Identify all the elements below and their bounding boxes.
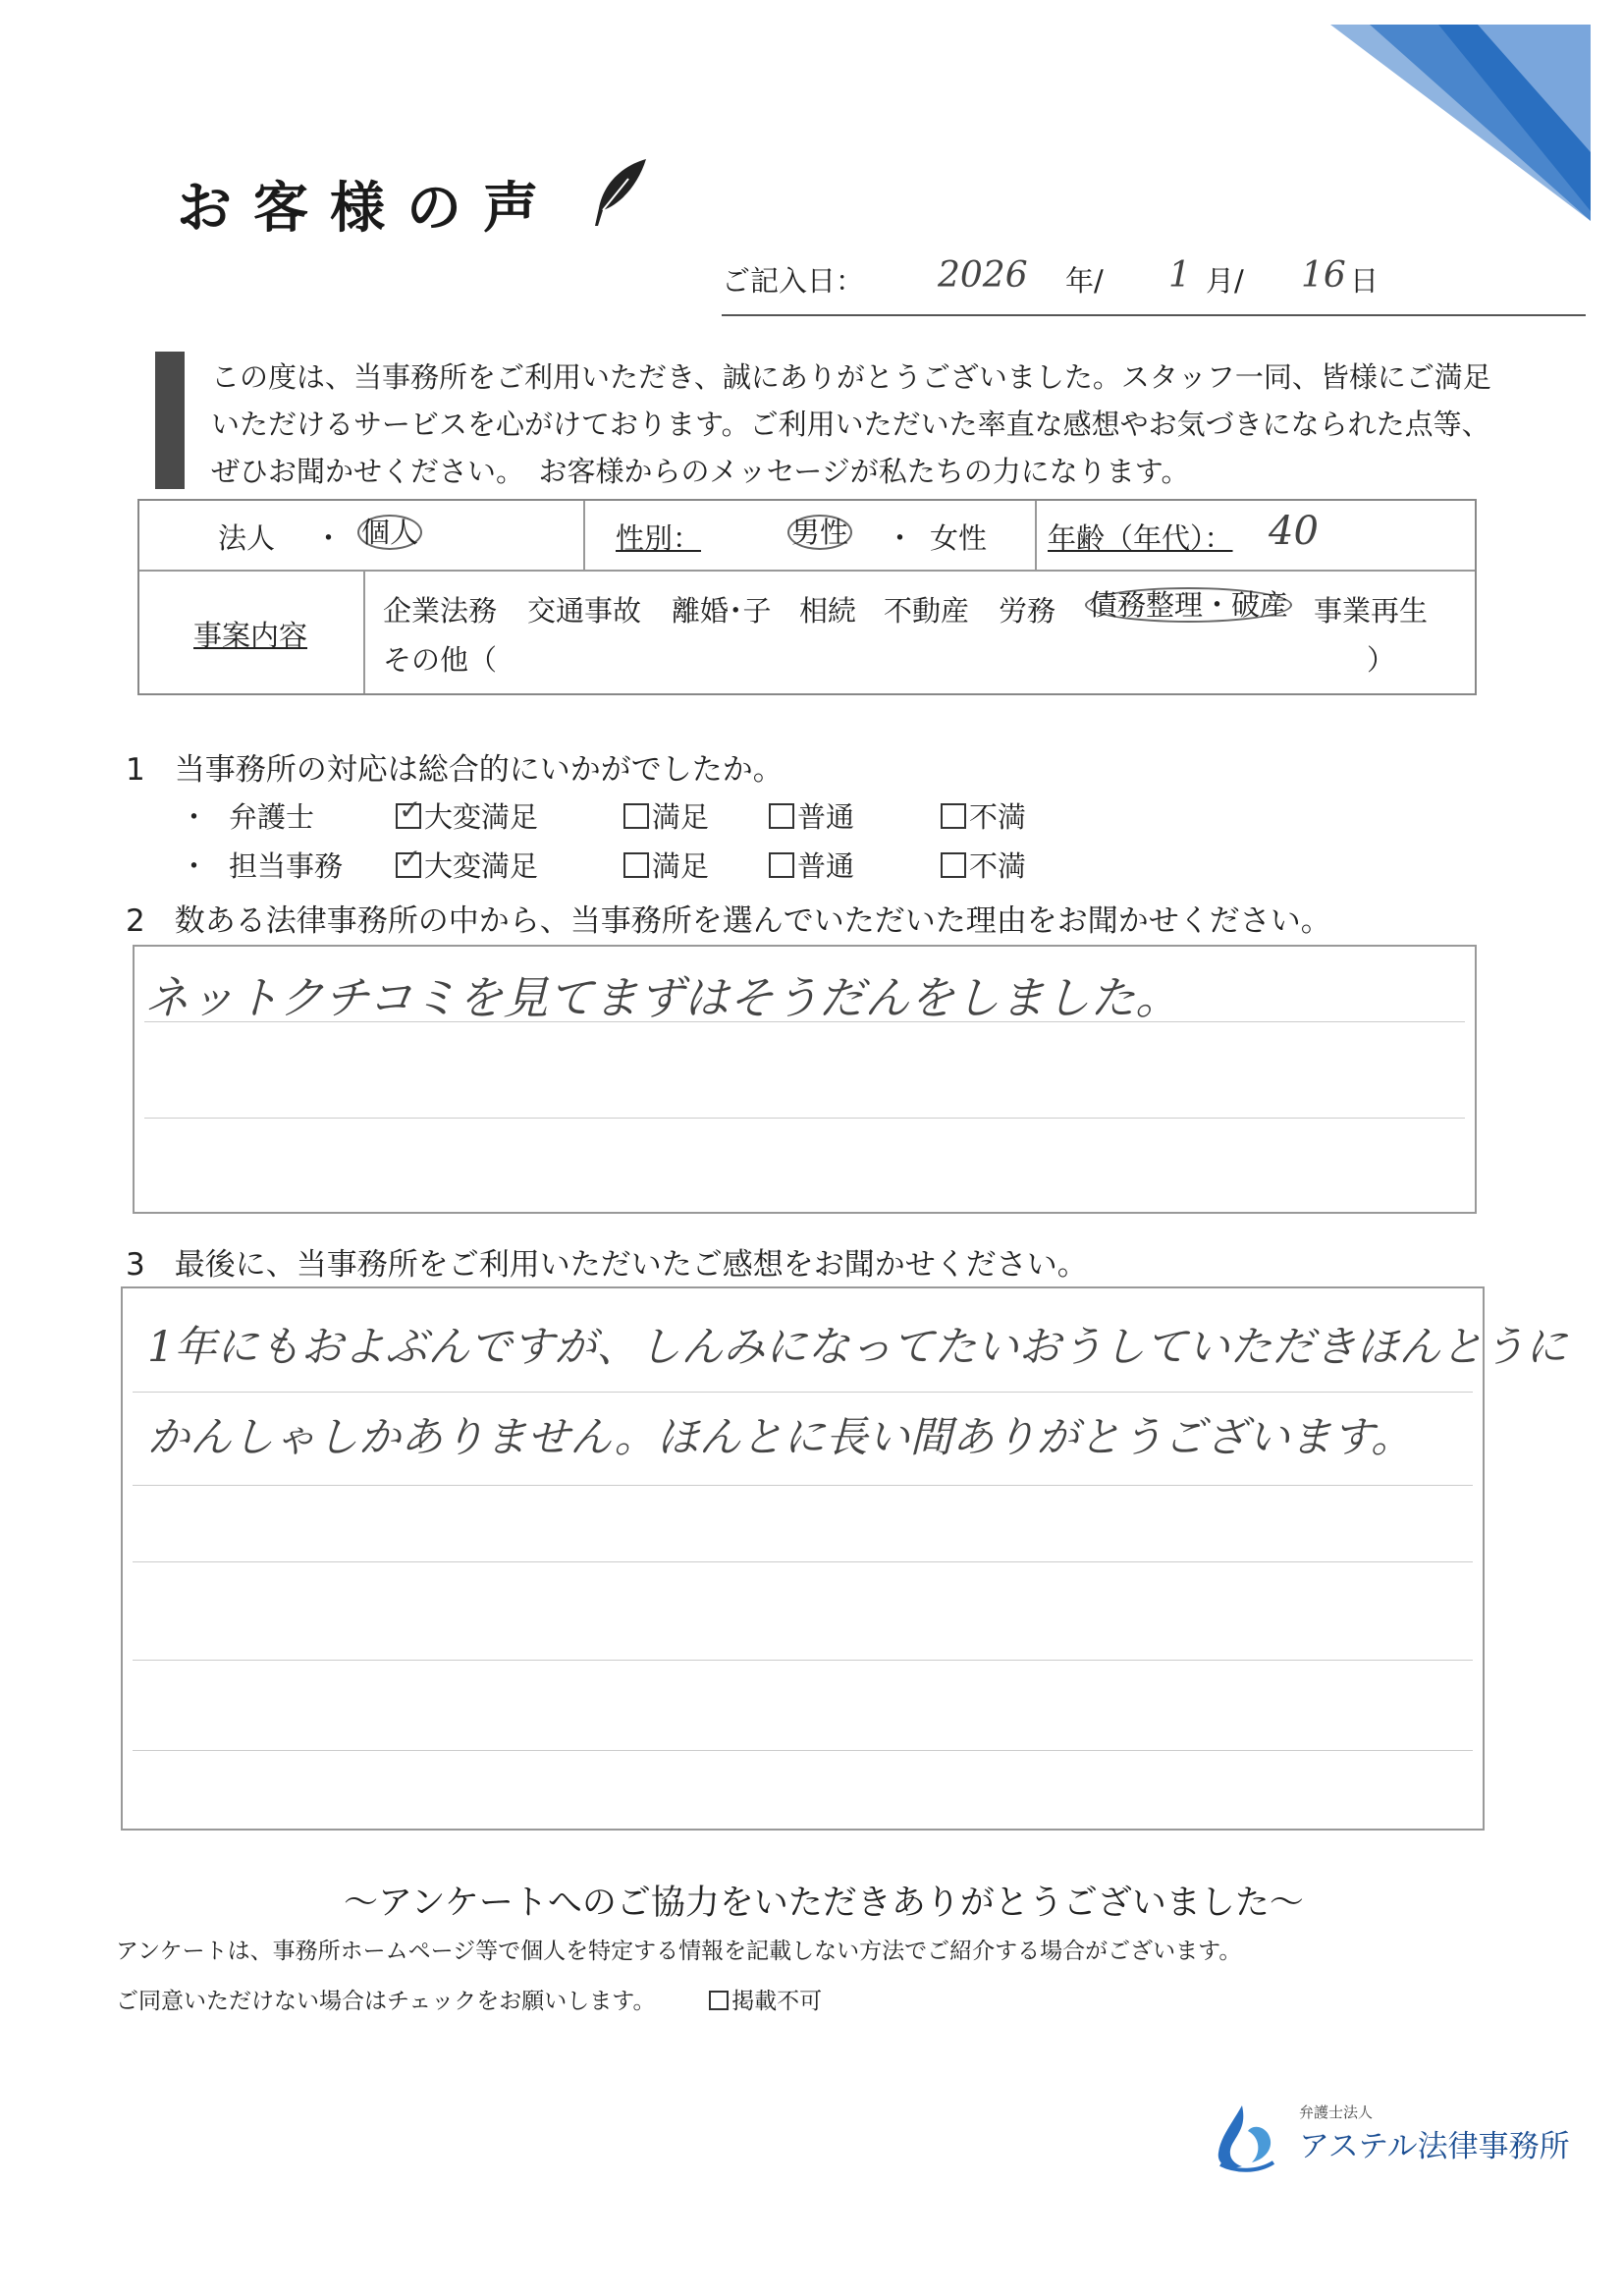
other-close: ） [1367, 643, 1396, 677]
checkbox[interactable] [623, 852, 649, 878]
q3-answer-line: かんしゃしかありません。ほんとに長い間ありがとうございます。 [147, 1413, 1414, 1462]
opt-very-satisfied[interactable] [396, 795, 538, 836]
age-value: 40 [1269, 509, 1319, 554]
date-day: 16 [1301, 255, 1346, 296]
opt-dissatisfied[interactable] [941, 845, 1026, 885]
checkbox[interactable] [623, 803, 649, 829]
no-publish-checkbox[interactable] [709, 1991, 729, 2010]
opt-normal[interactable] [769, 795, 854, 836]
opt-label: 不満 [969, 800, 1027, 834]
female-option[interactable]: 女性 [930, 521, 988, 555]
privacy-note: アンケートは、事務所ホームページ等で個人を特定する情報を記載しない方法でご紹介する場合がございます。 [116, 1939, 1242, 1964]
checkbox-checked[interactable] [396, 803, 421, 829]
case-option[interactable]: 労務 [999, 594, 1056, 628]
opt-very-satisfied[interactable] [396, 845, 538, 885]
case-option[interactable]: 離婚･子 [672, 594, 772, 628]
q2-answer: ネットクチコミを見てまずはそうだんをしました。 [144, 971, 1181, 1024]
intro-accent-bar [155, 352, 185, 489]
separator: ・ [314, 521, 344, 555]
bullet: ・ [180, 800, 209, 834]
individual-label: 個人 [357, 515, 422, 550]
date-row [722, 253, 1586, 316]
q3-answer-line: 1年にもおよぶんですが、しんみになってたいおうしていただきほんとうに [147, 1323, 1568, 1372]
intro-line: ぜひお聞かせください。 お客様からのメッセージが私たちの力になります。 [211, 455, 1190, 488]
case-option-selected[interactable] [1085, 587, 1292, 623]
date-month: 1 [1168, 255, 1191, 296]
individual-option[interactable] [357, 515, 422, 550]
month-unit: 月/ [1206, 264, 1244, 298]
q1-text: 当事務所の対応は総合的にいかがでしたか。 [174, 752, 784, 788]
q3-text: 最後に、当事務所をご利用いただいたご感想をお聞かせください。 [174, 1247, 1088, 1283]
firm-logo-mark-icon [1213, 2102, 1281, 2172]
date-year: 2026 [938, 255, 1028, 296]
checkbox-checked[interactable] [396, 852, 421, 878]
male-option[interactable] [787, 515, 852, 550]
q1-row-lawyer [180, 795, 1027, 836]
q3-number: 3 [126, 1247, 145, 1283]
case-option[interactable]: 不動産 [884, 594, 970, 628]
intro-line: いただけるサービスを心がけております。ご利用いただいた率直な感想やお気づきになられた点等、 [211, 408, 1490, 441]
case-option[interactable]: 事業再生 [1314, 594, 1429, 628]
intro-line: この度は、当事務所をご利用いただき、誠にありがとうございました。スタッフ一同、皆様にご満足 [211, 360, 1491, 394]
case-option[interactable]: 相続 [799, 594, 857, 628]
year-unit: 年/ [1065, 264, 1104, 298]
q2-heading [126, 896, 1331, 940]
checkbox[interactable] [941, 852, 966, 878]
case-option[interactable]: 企業法務 [383, 594, 498, 628]
opt-label: 大変満足 [424, 800, 539, 834]
page-title: お客様の声 [177, 177, 560, 241]
case-label: 事案内容 [193, 619, 308, 652]
opt-label: 大変満足 [424, 849, 539, 883]
opt-label: 満足 [652, 800, 710, 834]
q1-row-label: 担当事務 [229, 849, 344, 883]
day-unit: 日 [1350, 264, 1380, 298]
feather-pen-icon [589, 157, 650, 228]
thanks-message: ～アンケートへのご協力をいただきありがとうございました～ [344, 1884, 1304, 1923]
q2-answer-box[interactable] [133, 945, 1477, 1214]
opt-satisfied[interactable] [623, 795, 709, 836]
q2-text: 数ある法律事務所の中から、当事務所を選んでいただいた理由をお聞かせください。 [174, 903, 1331, 939]
q1-row-staff [180, 845, 1027, 885]
firm-logo [1213, 2102, 1570, 2180]
consent-note [116, 1983, 822, 2015]
gender-label: 性別： [616, 521, 702, 555]
no-publish-label: 掲載不可 [731, 1989, 823, 2014]
opt-normal[interactable] [769, 845, 854, 885]
case-option[interactable]: 交通事故 [527, 594, 642, 628]
q1-heading [126, 744, 784, 789]
q2-number: 2 [126, 903, 145, 939]
q1-number: 1 [126, 752, 145, 788]
opt-satisfied[interactable] [623, 845, 709, 885]
corporate-option[interactable]: 法人 [218, 521, 276, 555]
corner-decoration [1330, 25, 1591, 221]
age-label: 年齢（年代）： [1048, 521, 1233, 555]
q3-answer-box[interactable] [121, 1286, 1568, 1831]
consent-text: ご同意いただけない場合はチェックをお願いします。 [116, 1989, 656, 2014]
q3-heading [126, 1239, 1088, 1284]
opt-label: 普通 [797, 849, 855, 883]
q1-row-label: 弁護士 [229, 800, 315, 834]
checkbox[interactable] [769, 852, 794, 878]
firm-type: 弁護士法人 [1299, 2104, 1374, 2121]
bullet: ・ [180, 849, 209, 883]
other-label: その他（ [383, 643, 498, 677]
opt-label: 不満 [969, 849, 1027, 883]
intro-text [211, 354, 1527, 495]
no-publish-option[interactable] [709, 1989, 822, 2014]
case-option-label: 債務整理・破産 [1085, 587, 1292, 623]
opt-dissatisfied[interactable] [941, 795, 1026, 836]
opt-label: 普通 [797, 800, 855, 834]
info-table [137, 499, 1477, 695]
male-label: 男性 [787, 515, 852, 550]
checkbox[interactable] [769, 803, 794, 829]
checkbox[interactable] [941, 803, 966, 829]
separator: ・ [886, 521, 915, 555]
date-label: ご記入日： [722, 264, 865, 298]
firm-name: アステル法律事務所 [1299, 2129, 1570, 2164]
opt-label: 満足 [652, 849, 710, 883]
